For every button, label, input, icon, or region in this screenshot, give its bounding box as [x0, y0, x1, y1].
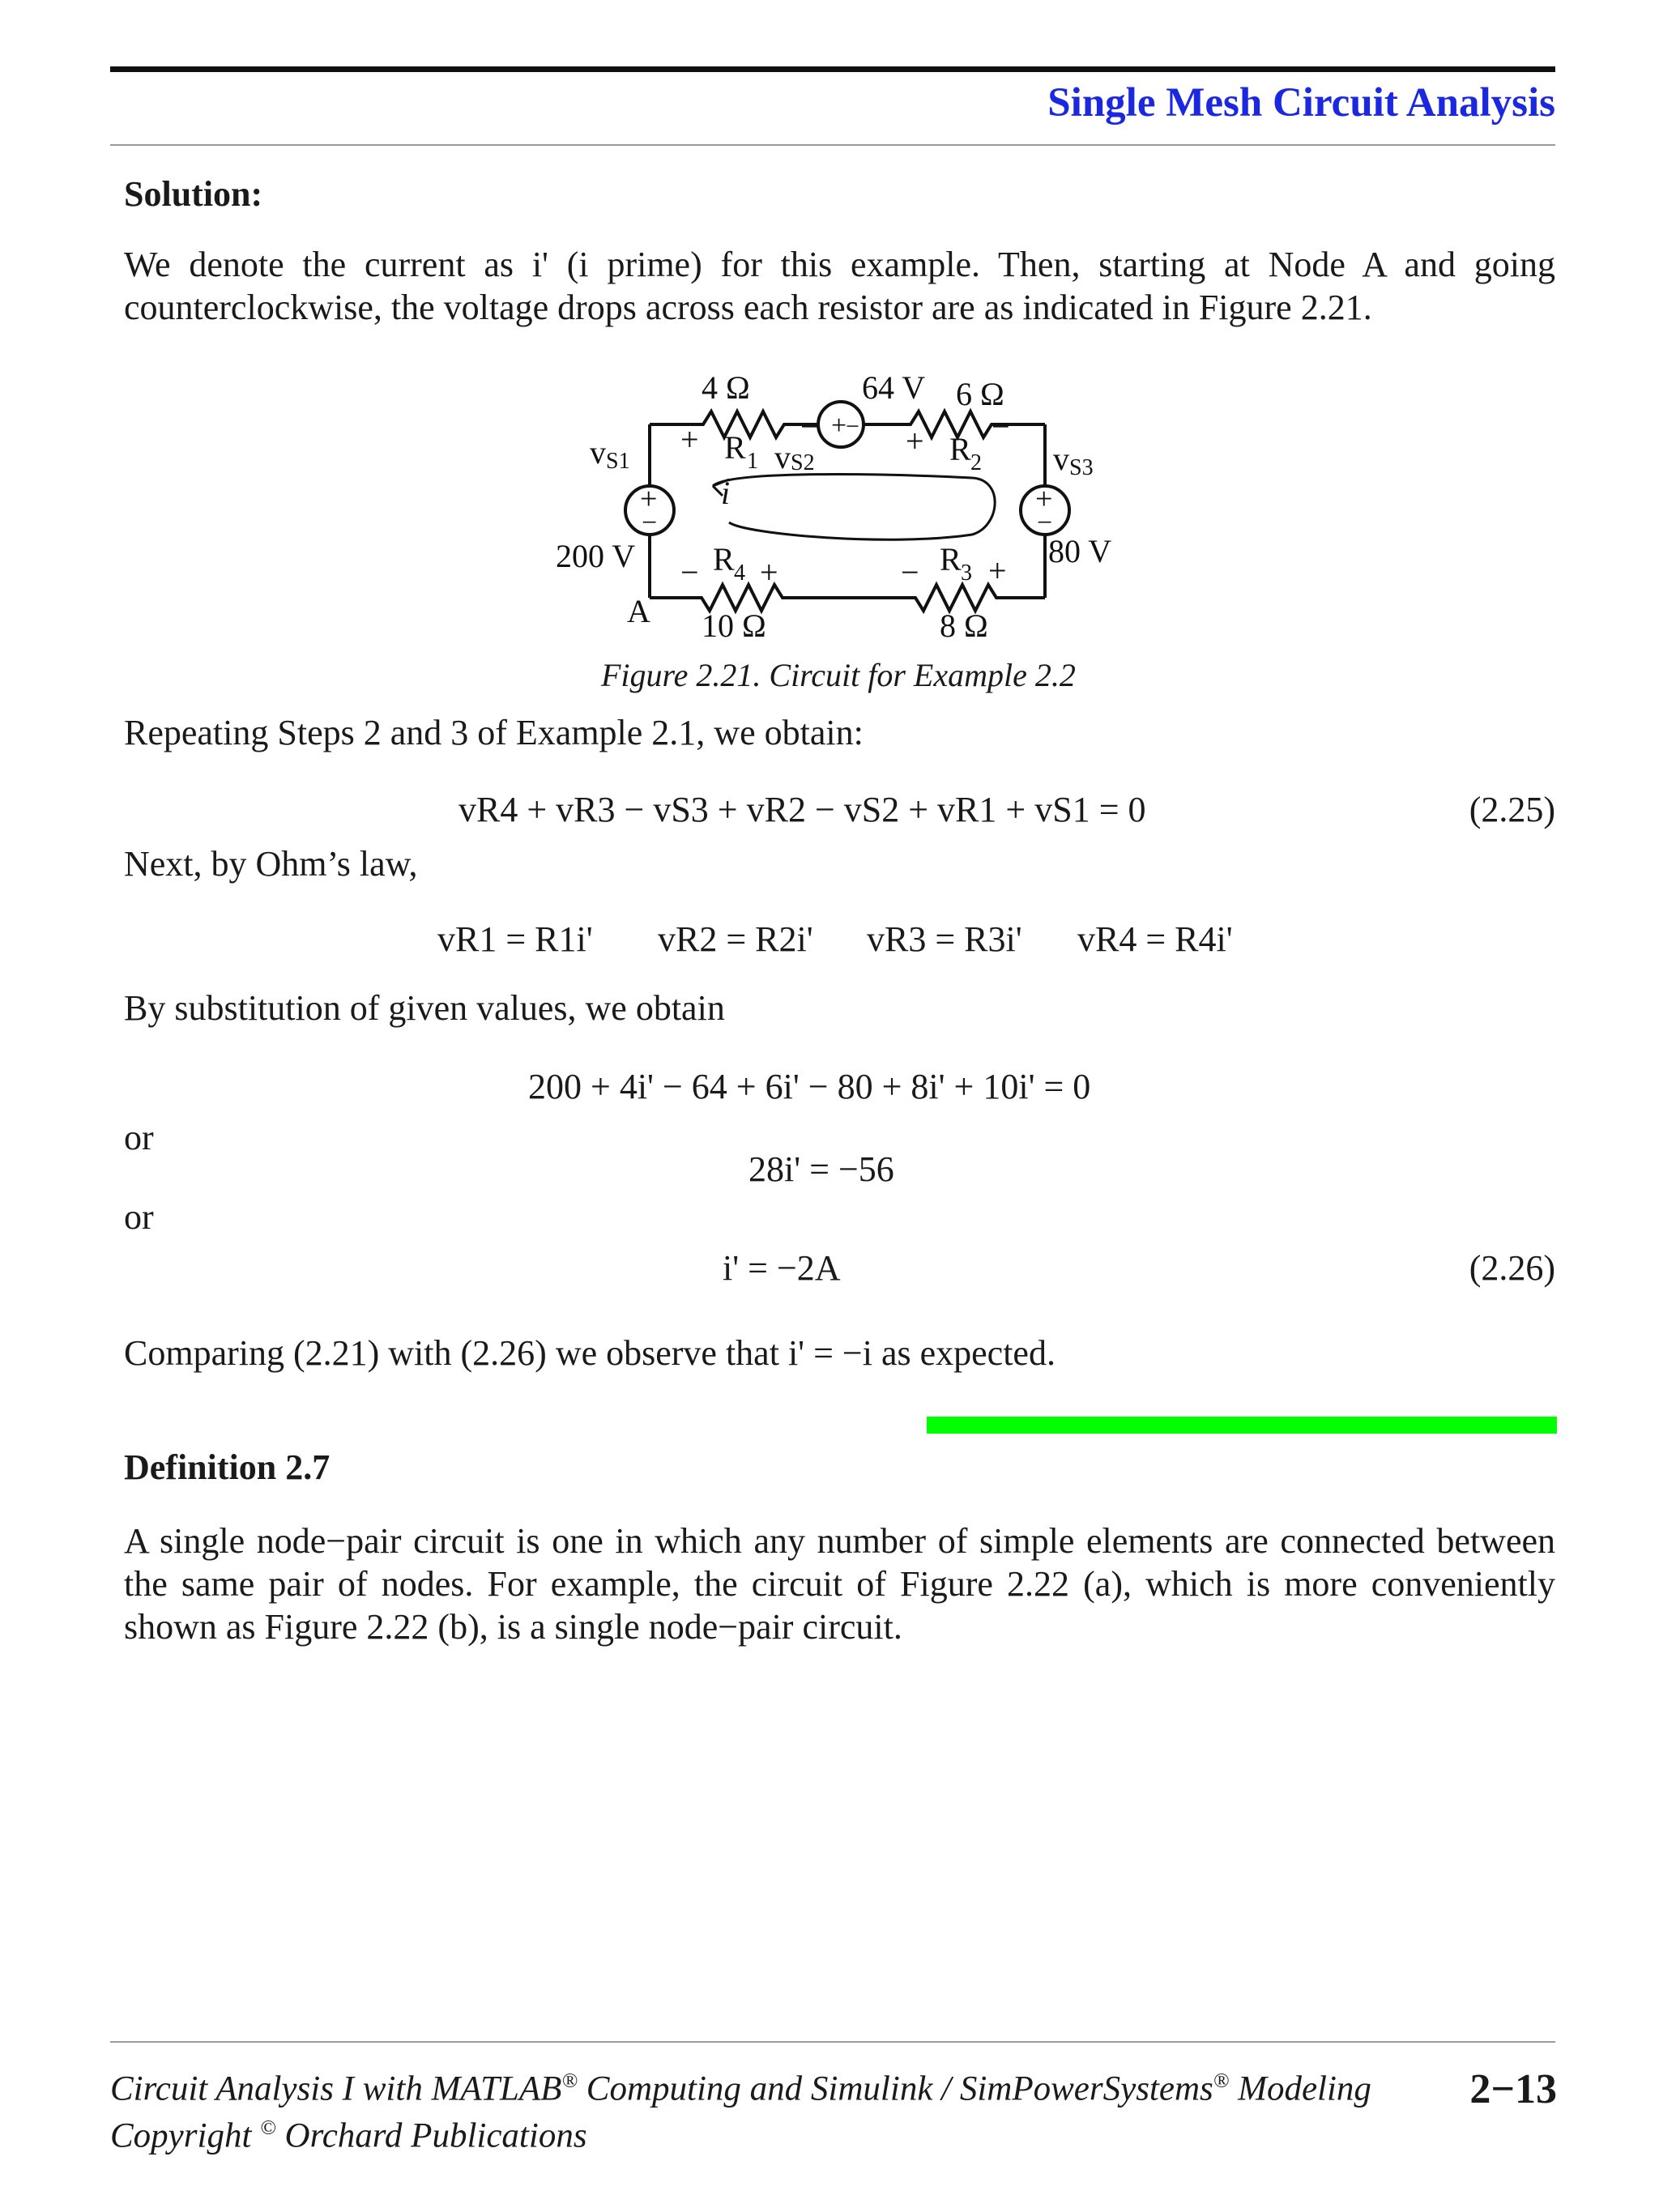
vs3-label: v [1053, 441, 1069, 477]
definition-line-3: shown as Figure 2.22 (b), is a single node−pair circuit. [124, 1607, 902, 1647]
copyright-symbol: © [260, 2116, 276, 2139]
vs1-minus-label: − [642, 508, 658, 538]
footer-title-part-3: Modeling [1229, 2069, 1371, 2108]
r3-minus-label: − [901, 554, 919, 590]
r4-sub-label: 4 [734, 560, 745, 586]
footer-title-part-1: Circuit Analysis I with MATLAB [110, 2069, 562, 2108]
ohm-eq-3: vR3 = R3i' [867, 919, 1022, 959]
vs3-plus-label: + [1035, 482, 1053, 516]
footer-book-title [110, 2069, 1371, 2108]
r4-label: R [713, 541, 735, 578]
current-label: i [721, 475, 731, 511]
figure-caption: Figure 2.21. Circuit for Example 2.2 [601, 657, 1076, 693]
intro-line-2: counterclockwise, the voltage drops across each resistor are as indicated in Figure 2.21. [124, 288, 1372, 327]
comparing-paragraph [124, 1332, 1056, 1375]
r2-label: R [949, 431, 971, 467]
substitution-text: By substitution of given values, we obtain [124, 988, 725, 1028]
r2-plus-label: + [906, 423, 924, 459]
equation-28i: 28i' = −56 [748, 1149, 894, 1189]
vs2-value-label: 64 V [862, 369, 926, 406]
comparing-text-after: as expected. [872, 1333, 1056, 1373]
r3-plus-label: + [988, 552, 1007, 589]
vs3-sub-label: S3 [1069, 455, 1094, 480]
r3-label: R [940, 541, 962, 578]
vs2-plus-label: + [831, 411, 847, 441]
repeating-text: Repeating Steps 2 and 3 of Example 2.1, we obtain: [124, 713, 864, 752]
definition-paragraph [124, 1519, 1555, 1648]
publisher-name: Orchard Publications [275, 2116, 587, 2155]
running-header-title: Single Mesh Circuit Analysis [1047, 80, 1555, 126]
footer-copyright [110, 2116, 587, 2155]
registered-mark-2: ® [1213, 2069, 1230, 2092]
vs3-value-label: 80 V [1048, 533, 1112, 569]
r2-sub-label: 2 [970, 450, 982, 475]
substitution-equation: 200 + 4i' − 64 + 6i' − 80 + 8i' + 10i' = 0 [528, 1067, 1091, 1106]
r3-sub-label: 3 [961, 560, 972, 586]
vs2-label: v [774, 439, 791, 475]
r2-value-label: 6 Ω [956, 376, 1004, 412]
current-loop-icon [713, 475, 995, 540]
vs1-plus-label: + [640, 482, 658, 516]
r1-label: R [724, 429, 746, 466]
definition-heading: Definition 2.7 [124, 1447, 331, 1487]
r1-sub-label: 1 [747, 449, 758, 474]
r4-plus-label: + [760, 554, 778, 590]
ohm-eq-2: vR2 = R2i' [658, 919, 813, 959]
solution-heading: Solution: [124, 174, 263, 214]
r3-value-label: 8 Ω [940, 607, 988, 644]
copyright-word: Copyright [110, 2116, 252, 2155]
intro-line-1: We denote the current as i' (i prime) for this example. Then, starting at Node A and going [124, 245, 1555, 284]
node-a-label: A [627, 593, 650, 629]
or-text-1: or [124, 1118, 154, 1157]
r4-value-label: 10 Ω [702, 607, 766, 644]
vs1-sub-label: S1 [606, 449, 630, 474]
definition-line-2: the same pair of nodes. For example, the circuit of Figure 2.22 (a), which is more conveniently [124, 1564, 1555, 1604]
r1-minus-label: − [800, 408, 819, 445]
ohm-eq-4: vR4 = R4i' [1077, 919, 1233, 959]
ohm-eq-1: vR1 = R1i' [437, 919, 593, 959]
highlight-bar [927, 1417, 1557, 1434]
vs1-label: v [590, 434, 606, 471]
or-text-2: or [124, 1197, 154, 1237]
r1-plus-label: + [680, 421, 699, 458]
r1-value-label: 4 Ω [702, 369, 750, 406]
footer-divider [110, 2041, 1555, 2043]
page-number: 2−13 [1469, 2066, 1557, 2112]
vs2-sub-label: S2 [791, 450, 815, 475]
equation-number-2-25: (2.25) [1469, 790, 1555, 829]
vs1-value-label: 200 V [556, 538, 636, 574]
equation-2-26: i' = −2A [723, 1248, 841, 1288]
comparing-text-before: Comparing (2.21) with (2.26) we observe that [124, 1333, 788, 1373]
ohm-text: Next, by Ohm’s law, [124, 844, 418, 884]
r2-minus-label: − [992, 408, 1010, 445]
registered-mark-1: ® [561, 2069, 578, 2092]
vs3-minus-label: − [1037, 508, 1053, 538]
footer-title-part-2: Computing and Simulink / SimPowerSystems [578, 2069, 1213, 2108]
equation-2-25: vR4 + vR3 − vS3 + vR2 − vS2 + vR1 + vS1 = 0 [458, 790, 1146, 829]
equation-number-2-26: (2.26) [1469, 1248, 1555, 1288]
r4-minus-label: − [680, 554, 699, 590]
vs2-minus-label: − [846, 413, 859, 440]
comparing-math: i' = −i [787, 1333, 872, 1373]
definition-line-1: A single node−pair circuit is one in which any number of simple elements are connected between [124, 1521, 1555, 1561]
